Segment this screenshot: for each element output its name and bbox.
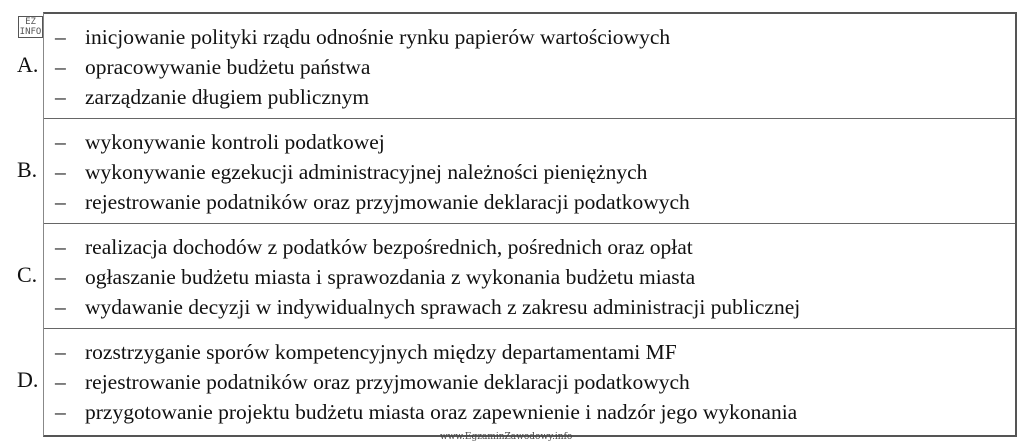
list-item: – rejestrowanie podatników oraz przyjmowanie deklaracji podatkowych — [55, 367, 797, 397]
dash-bullet: – — [55, 130, 66, 154]
list-item: – inicjowanie polityki rządu odnośnie rynku papierów wartościowych — [55, 22, 670, 52]
list-item: – realizacja dochodów z podatków bezpośrednich, pośrednich oraz opłat — [55, 232, 800, 262]
dash-bullet: – — [55, 340, 66, 364]
dash-bullet: – — [55, 55, 66, 79]
option-row-d[interactable] — [17, 329, 1015, 435]
option-items — [55, 22, 670, 112]
list-item: – ogłaszanie budżetu miasta i sprawozdania z wykonania budżetu miasta — [55, 262, 800, 292]
dash-bullet: – — [55, 25, 66, 49]
dash-bullet: – — [55, 190, 66, 214]
list-item: – przygotowanie projektu budżetu miasta oraz zapewnienie i nadzór jego wykonania — [55, 397, 797, 427]
dash-bullet: – — [55, 235, 66, 259]
list-item: – wykonywanie egzekucji administracyjnej należności pieniężnych — [55, 157, 690, 187]
dash-bullet: – — [55, 400, 66, 424]
dash-bullet: – — [55, 160, 66, 184]
option-items — [55, 127, 690, 217]
list-item: – rozstrzyganie sporów kompetencyjnych między departamentami MF — [55, 337, 797, 367]
dash-bullet: – — [55, 370, 66, 394]
option-label: D. — [17, 367, 39, 392]
ez-info-logo: EZ INFO — [19, 17, 42, 37]
dash-bullet: – — [55, 85, 66, 109]
option-row-b[interactable] — [17, 119, 1015, 224]
option-items — [55, 232, 800, 322]
list-item: – opracowywanie budżetu państwa — [55, 52, 670, 82]
list-item: – wykonywanie kontroli podatkowej — [55, 127, 690, 157]
option-label: C. — [17, 262, 38, 287]
footer-watermark: www.EgzaminZawodowy.info — [440, 432, 573, 442]
list-item: – wydawanie decyzji w indywidualnych sprawach z zakresu administracji publicznej — [55, 292, 800, 322]
list-item: – zarządzanie długiem publicznym — [55, 82, 670, 112]
dash-bullet: – — [55, 295, 66, 319]
option-label: A. — [17, 52, 39, 77]
list-item: – rejestrowanie podatników oraz przyjmowanie deklaracji podatkowych — [55, 187, 690, 217]
option-row-c[interactable] — [17, 224, 1015, 329]
option-items — [55, 337, 797, 427]
option-label: B. — [17, 157, 38, 182]
dash-bullet: – — [55, 265, 66, 289]
